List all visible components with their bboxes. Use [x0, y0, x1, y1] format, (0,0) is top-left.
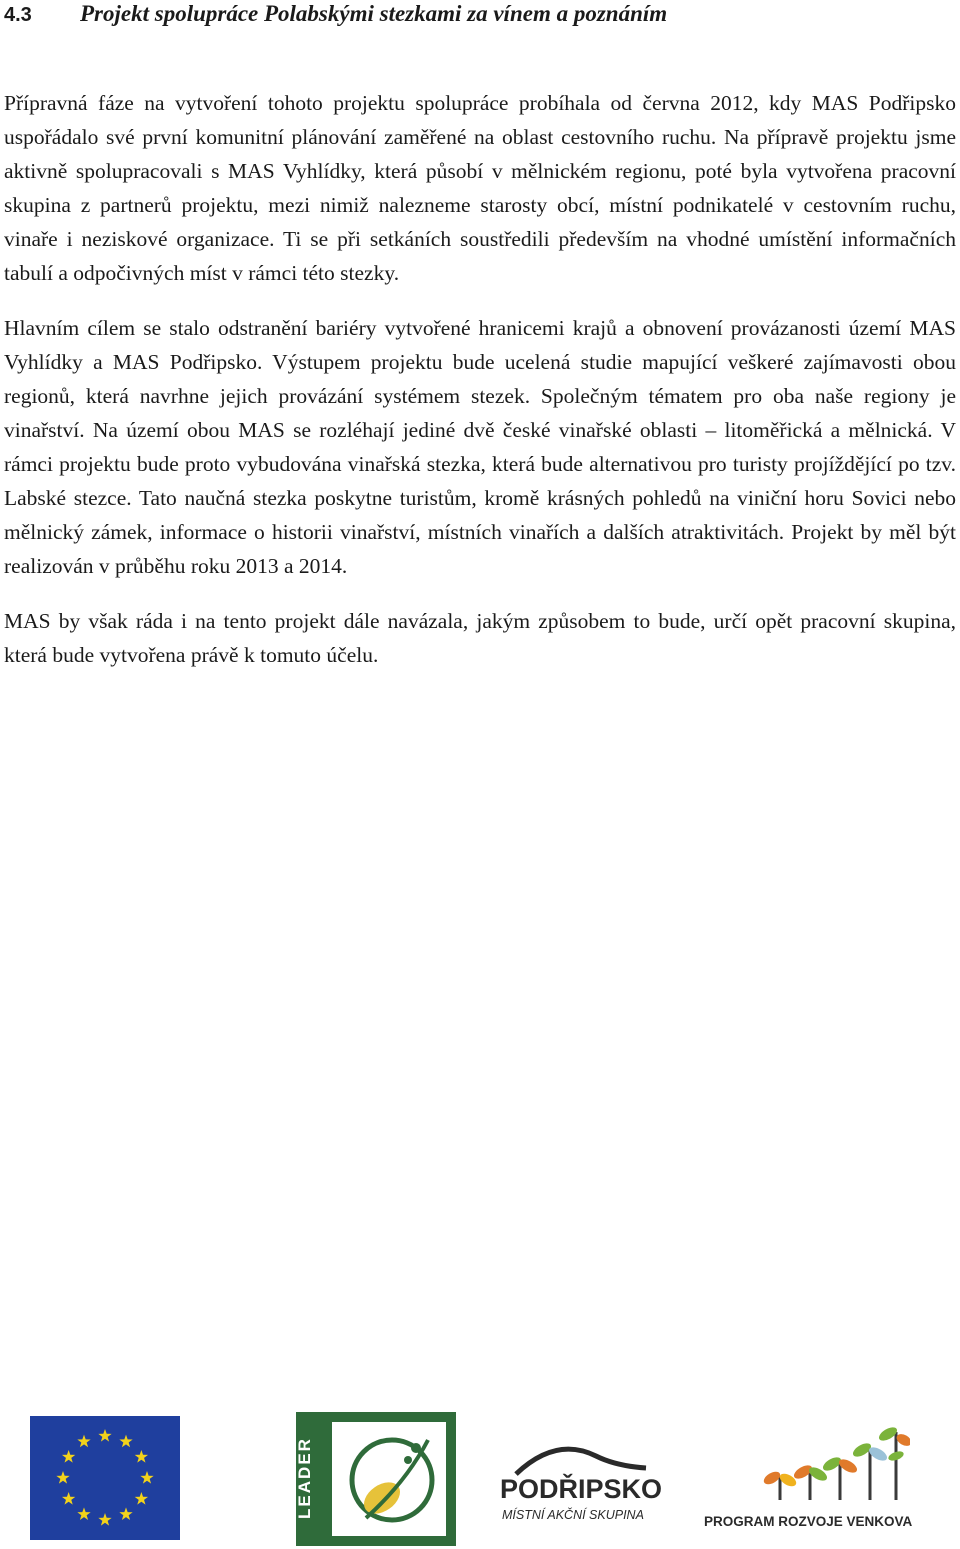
section-title: Projekt spolupráce Polabskými stezkami za vínem a poznáním [80, 1, 668, 26]
podripsko-logo-icon [496, 1438, 666, 1538]
document-body [4, 86, 956, 693]
leader-logo-icon [296, 1412, 456, 1546]
leader-label: LEADER [294, 1437, 314, 1519]
eu-flag-icon [30, 1416, 180, 1540]
section-heading [4, 0, 954, 29]
prv-logo-icon [700, 1420, 913, 1540]
paragraph-1: Přípravná fáze na vytvoření tohoto projektu spolupráce probíhala od června 2012, kdy MAS Podřipsko uspořádalo své první komunitní plánování zaměřené na oblast cestovního ruchu. Na přípravě projektu jsme aktivně spolupracovali s MAS Vyhlídky, která působí v mělnickém regionu, poté byla vytvořena pracovní skupina z partnerů projektu, mezi nimiž nalezneme starosty obcí, místní podnikatelé v cestovním ruchu, vinaře i neziskové organizace. Ti se při setkáních soustředili především na vhodné umístění informačních tabulí a odpočivných míst v rámci této stezky. [4, 91, 956, 285]
paragraph-2: Hlavním cílem se stalo odstranění bariéry vytvořené hranicemi krajů a obnovení provázanosti území MAS Vyhlídky a MAS Podřipsko. Výstupem projektu bude ucelená studie mapující veškeré zajímavosti obou regionů, která navrhne jejich provázání systémem stezek. Společným tématem pro oba naše regiony je vinařství. Na území obou MAS se rozléhají jediné dvě české vinařské oblasti – litoměřická a mělnická. V rámci projektu bude proto vybudována vinařská stezka, která bude alternativou pro turisty projíždějící po tzv. Labské stezce. Tato naučná stezka poskytne turistům, kromě krásných pohledů na viniční horu Sovici nebo mělnický zámek, informace o historii vinařství, místních vinařích a dalších atraktivitách. Projekt by měl být realizován v průběhu roku 2013 a 2014. [4, 316, 956, 578]
podripsko-subtitle: MÍSTNÍ AKČNÍ SKUPINA [502, 1508, 644, 1522]
section-number: 4.3 [4, 4, 32, 26]
podripsko-name: PODŘIPSKO [500, 1474, 663, 1504]
paragraph-3: MAS by však ráda i na tento projekt dále navázala, jakým způsobem to bude, určí opět pracovní skupina, která bude vytvořena právě k tomuto účelu. [4, 609, 956, 667]
prv-label: PROGRAM ROZVOJE VENKOVA [704, 1514, 913, 1529]
footer-logos [0, 1408, 960, 1549]
